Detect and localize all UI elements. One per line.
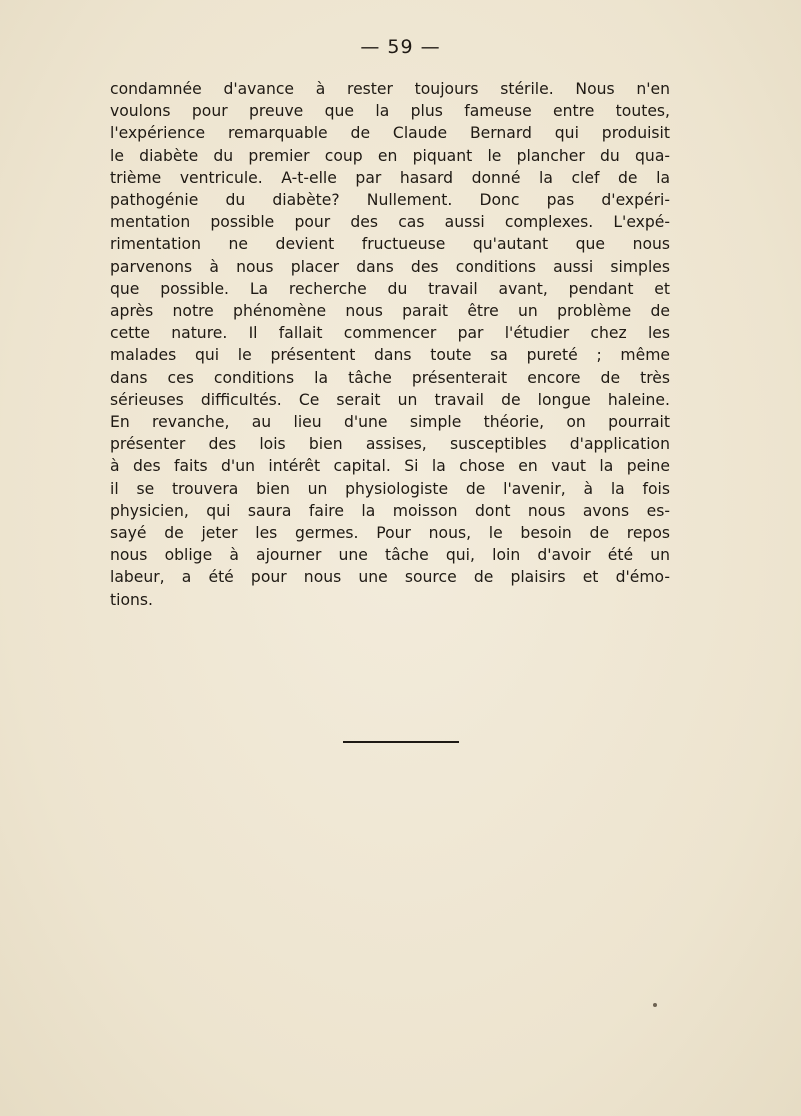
text-line: présenter des lois bien assises, susceptibles d'application	[110, 435, 670, 454]
text-line: mentation possible pour des cas aussi complexes. L'expé-	[110, 213, 670, 232]
text-line: cette nature. Il fallait commencer par l'étudier chez les	[110, 324, 670, 343]
text-line: l'expérience remarquable de Claude Bernard qui produisit	[110, 124, 670, 143]
text-line: trième ventricule. A-t-elle par hasard donné la clef de la	[110, 168, 670, 187]
text-line: le diabète du premier coup en piquant le plancher du qua-	[110, 146, 670, 165]
text-line: sayé de jeter les germes. Pour nous, le besoin de repos	[110, 524, 670, 543]
text-line: labeur, a été pour nous une source de plaisirs et d'émo-	[110, 568, 670, 587]
page-number: — 59 —	[360, 36, 441, 58]
text-line: physicien, qui saura faire la moisson dont nous avons es-	[110, 501, 670, 520]
text-line: dans ces conditions la tâche présenterait encore de très	[110, 368, 670, 387]
text-line: que possible. La recherche du travail avant, pendant et	[110, 279, 670, 298]
text-line: sérieuses difficultés. Ce serait un travail de longue haleine.	[110, 390, 670, 409]
text-line: il se trouvera bien un physiologiste de l'avenir, à la fois	[110, 479, 670, 498]
text-line: condamnée d'avance à rester toujours stérile. Nous n'en	[110, 80, 670, 98]
text-line: rimentation ne devient fructueuse qu'autant que nous	[110, 235, 670, 254]
text-line: malades qui le présentent dans toute sa pureté ; même	[110, 346, 670, 365]
text-line: En revanche, au lieu d'une simple théorie, on pourrait	[110, 413, 670, 432]
text-line: pathogénie du diabète? Nullement. Donc pas d'expéri-	[110, 191, 670, 210]
body-paragraph	[110, 78, 670, 611]
text-line: voulons pour preuve que la plus fameuse entre toutes,	[110, 102, 670, 121]
paper-speck	[653, 1003, 657, 1007]
text-line: après notre phénomène nous parait être un problème de	[110, 302, 670, 321]
text-line: à des faits d'un intérêt capital. Si la chose en vaut la peine	[110, 457, 670, 476]
section-divider	[343, 741, 459, 743]
text-line: tions.	[110, 590, 153, 609]
text-line: nous oblige à ajourner une tâche qui, loin d'avoir été un	[110, 546, 670, 565]
text-line: parvenons à nous placer dans des conditions aussi simples	[110, 257, 670, 276]
